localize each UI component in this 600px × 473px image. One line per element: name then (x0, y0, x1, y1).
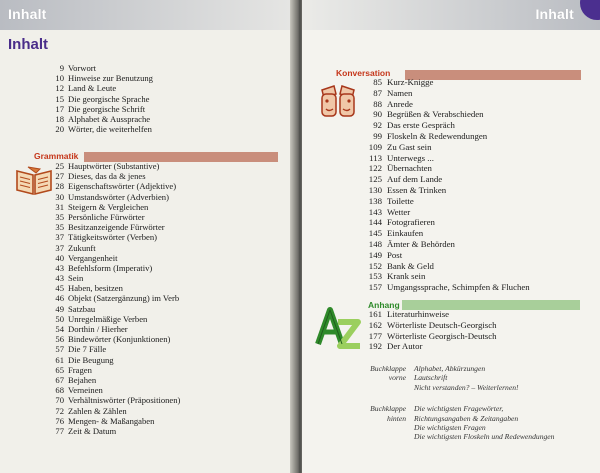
toc-page-number: 20 (55, 124, 64, 135)
toc-page-number: 77 (55, 425, 64, 436)
toc-entry-title: Sein (68, 273, 84, 284)
toc-entry-title: Literaturhinweise (387, 309, 450, 319)
toc-entry-title: Essen & Trinken (387, 184, 447, 195)
toc-entry (42, 124, 153, 134)
toc-page-number: 31 (55, 201, 64, 212)
toc-entry (352, 153, 530, 164)
toc-entry (42, 334, 180, 344)
toc-page-number: 72 (55, 405, 64, 416)
toc-page-number: 28 (55, 181, 64, 192)
toc-page-number: 30 (55, 191, 64, 202)
toc-page-number: 35 (55, 222, 64, 233)
toc-page-number: 109 (368, 141, 382, 152)
toc-entry (42, 355, 180, 365)
toc-entry (352, 331, 497, 342)
page-title: Inhalt (8, 36, 48, 53)
toc-entry-title: Dorthin / Hierher (68, 324, 128, 334)
buchklappe-notes (346, 364, 554, 446)
toc-entry (352, 88, 530, 99)
intro-list (42, 63, 153, 134)
toc-page-number: 192 (368, 341, 382, 352)
toc-entry (42, 385, 180, 395)
left-page (0, 0, 296, 473)
toc-entry-title: Übernachten (387, 163, 432, 174)
toc-page-number: 90 (373, 109, 382, 120)
toc-page-number: 70 (55, 395, 64, 406)
toc-entry (42, 273, 180, 283)
toc-entry-title: Zeit & Datum (68, 425, 117, 436)
toc-entry (42, 304, 180, 314)
toc-page-number: 161 (368, 309, 382, 319)
toc-entry (352, 174, 530, 185)
toc-entry-title: Das erste Gespräch (387, 120, 455, 131)
toc-entry-title: Bindewörter (Konjunktionen) (68, 334, 171, 345)
toc-entry (42, 365, 180, 375)
toc-entry-title: Steigern & Vergleichen (68, 201, 149, 212)
toc-entry-title: Hauptwörter (Substantive) (68, 161, 160, 171)
toc-page-number: 162 (368, 319, 382, 330)
buchklappe-back-key-2: hinten (387, 413, 406, 423)
toc-page-number: 50 (55, 313, 64, 324)
toc-page-number: 46 (55, 293, 64, 304)
toc-page-number: 49 (55, 303, 64, 314)
toc-page-number: 57 (55, 344, 64, 355)
toc-entry (42, 375, 180, 385)
toc-page-number: 130 (368, 184, 382, 195)
toc-entry (352, 109, 530, 120)
toc-entry-title: Besitzanzeigende Fürwörter (68, 222, 165, 233)
toc-page-number: 152 (368, 260, 382, 271)
toc-entry-title: Verneinen (68, 385, 103, 396)
toc-entry (42, 344, 180, 354)
buchklappe-front-item: Lautschrift (414, 373, 448, 383)
toc-page-number: 143 (368, 206, 382, 217)
toc-entry-title: Bank & Geld (387, 260, 434, 271)
toc-entry-title: Satzbau (68, 303, 96, 314)
toc-entry-title: Alphabet & Aussprache (68, 113, 151, 124)
toc-page-number: 177 (368, 330, 382, 341)
toc-page-number: 61 (55, 354, 64, 365)
buchklappe-back-key-1: Buchklappe (370, 404, 406, 414)
toc-entry-title: Begrüßen & Verabschieden (387, 109, 484, 120)
toc-entry-title: Zahlen & Zählen (68, 405, 127, 416)
toc-entry (352, 239, 530, 250)
toc-page-number: 17 (55, 103, 64, 114)
toc-entry (42, 263, 180, 273)
toc-entry-title: Wörterliste Georgisch-Deutsch (387, 330, 497, 341)
toc-entry-title: Ämter & Behörden (387, 238, 455, 249)
toc-page-number: 138 (368, 195, 382, 206)
toc-entry-title: Floskeln & Redewendungen (387, 130, 488, 141)
toc-entry-title: Eigenschaftswörter (Adjektive) (68, 181, 177, 192)
toc-entry-title: Die 7 Fälle (68, 344, 107, 355)
toc-entry (42, 104, 153, 114)
toc-entry (352, 185, 530, 196)
toc-page-number: 37 (55, 232, 64, 243)
toc-entry (42, 212, 180, 222)
toc-entry (42, 232, 180, 242)
buchklappe-back-item: Richtungsangaben & Zeitangaben (414, 413, 519, 423)
toc-entry (352, 309, 497, 320)
toc-entry (42, 253, 180, 263)
toc-entry (352, 120, 530, 131)
toc-page-number: 149 (368, 249, 382, 260)
toc-entry (352, 271, 530, 282)
toc-entry-title: Zu Gast sein (387, 141, 432, 152)
toc-page-number: 92 (373, 120, 382, 131)
toc-entry-title: Vorwort (68, 63, 97, 73)
toc-entry (42, 293, 180, 303)
right-page (302, 0, 600, 473)
toc-page-number: 45 (55, 283, 64, 294)
toc-page-number: 113 (369, 152, 382, 163)
toc-entry (42, 395, 180, 405)
toc-page-number: 25 (55, 161, 64, 171)
buchklappe-front (346, 364, 554, 392)
toc-entry (42, 171, 180, 181)
toc-entry-title: Namen (387, 87, 413, 98)
toc-entry-title: Bejahen (68, 374, 97, 385)
buchklappe-front-key-2: vorne (388, 373, 406, 383)
toc-page-number: 43 (55, 273, 64, 284)
toc-entry (352, 77, 530, 88)
toc-page-number: 153 (368, 271, 382, 282)
toc-entry (42, 324, 180, 334)
konversation-list (352, 77, 530, 293)
toc-entry (42, 73, 153, 83)
toc-entry-title: Zukunft (68, 242, 96, 253)
toc-page-number: 10 (55, 73, 64, 84)
grammatik-label: Grammatik (34, 151, 79, 161)
toc-entry-title: Objekt (Satzergänzung) im Verb (68, 293, 180, 304)
toc-entry (42, 222, 180, 232)
toc-page-number: 145 (368, 228, 382, 239)
toc-entry-title: Wörter, die weiterhelfen (68, 124, 152, 135)
toc-page-number: 27 (55, 171, 64, 182)
toc-page-number: 40 (55, 252, 64, 263)
toc-entry (352, 341, 497, 352)
toc-entry (42, 161, 180, 171)
toc-page-number: 88 (373, 98, 382, 109)
toc-page-number: 87 (373, 87, 382, 98)
toc-page-number: 148 (368, 238, 382, 249)
toc-entry-title: Die georgische Schrift (68, 103, 146, 114)
toc-entry (42, 416, 180, 426)
toc-entry-title: Einkaufen (387, 228, 424, 239)
toc-entry-title: Unregelmäßige Verben (68, 313, 148, 324)
toc-page-number: 99 (373, 130, 382, 141)
toc-entry-title: Die georgische Sprache (68, 93, 150, 104)
toc-entry-title: Umstandswörter (Adverbien) (68, 191, 169, 202)
toc-entry (42, 114, 153, 124)
toc-entry-title: Unterwegs ... (387, 152, 434, 163)
toc-entry-title: Mengen- & Maßangaben (68, 415, 155, 426)
toc-entry-title: Auf dem Lande (387, 174, 443, 185)
buchklappe-back-item: Die wichtigsten Fragen (414, 423, 486, 433)
buchklappe-front-item: Nicht verstanden? – Weiterlernen! (414, 382, 519, 392)
toc-entry (352, 142, 530, 153)
toc-page-number: 68 (55, 385, 64, 396)
toc-entry (352, 131, 530, 142)
toc-entry (42, 314, 180, 324)
toc-entry (352, 207, 530, 218)
toc-page-number: 125 (368, 174, 382, 185)
toc-page-number: 43 (55, 262, 64, 273)
toc-entry (352, 320, 497, 331)
toc-entry (42, 83, 153, 93)
toc-entry (42, 283, 180, 293)
toc-entry-title: Befehlsform (Imperativ) (68, 262, 153, 273)
toc-entry-title: Persönliche Fürwörter (68, 211, 145, 222)
toc-entry-title: Wetter (387, 206, 411, 217)
anhang-list (352, 309, 497, 352)
toc-page-number: 37 (55, 242, 64, 253)
toc-page-number: 144 (368, 217, 382, 228)
toc-page-number: 76 (55, 415, 64, 426)
toc-entry-title: Umgangssprache, Schimpfen & Fluchen (387, 282, 530, 293)
toc-entry-title: Fotografieren (387, 217, 435, 228)
buchklappe-back-item: Die wichtigsten Floskeln und Redewendungen (414, 432, 555, 442)
toc-entry-title: Tätigkeitswörter (Verben) (68, 232, 158, 243)
toc-page-number: 65 (55, 364, 64, 375)
anhang-label: Anhang (368, 300, 400, 310)
toc-entry (42, 202, 180, 212)
toc-entry-title: Land & Leute (68, 83, 117, 94)
toc-entry (42, 181, 180, 191)
toc-entry (352, 99, 530, 110)
toc-entry-title: Kurz-Knigge (387, 77, 434, 87)
toc-entry (352, 261, 530, 272)
toc-page-number: 56 (55, 334, 64, 345)
toc-page-number: 122 (368, 163, 382, 174)
toc-entry (352, 228, 530, 239)
toc-page-number: 85 (373, 77, 382, 87)
buchklappe-back-item: Die wichtigsten Fragewörter, (414, 404, 504, 414)
toc-entry-title: Post (387, 249, 403, 260)
konversation-label: Konversation (336, 68, 391, 78)
toc-page-number: 35 (55, 211, 64, 222)
toc-page-number: 9 (59, 63, 64, 73)
toc-entry (352, 250, 530, 261)
left-header-word: Inhalt (8, 6, 47, 22)
toc-entry (42, 243, 180, 253)
toc-entry-title: Wörterliste Deutsch-Georgisch (387, 319, 497, 330)
toc-entry-title: Fragen (68, 364, 92, 375)
toc-entry-title: Anrede (387, 98, 413, 109)
toc-entry-title: Vergangenheit (68, 252, 118, 263)
buchklappe-front-item: Alphabet, Abkürzungen (414, 364, 486, 373)
toc-entry (42, 406, 180, 416)
toc-entry-title: Der Autor (387, 341, 423, 352)
toc-entry-title: Dieses, das da & jenes (68, 171, 146, 182)
toc-entry-title: Krank sein (387, 271, 426, 282)
toc-page-number: 12 (55, 83, 64, 94)
toc-entry (352, 163, 530, 174)
toc-page-number: 67 (55, 374, 64, 385)
toc-page-number: 157 (368, 282, 382, 293)
buchklappe-front-key-1: Buchklappe (370, 364, 406, 373)
toc-entry (42, 192, 180, 202)
toc-entry (352, 217, 530, 228)
toc-entry (42, 94, 153, 104)
toc-entry-title: Hinweise zur Benutzung (68, 73, 153, 84)
right-header-word: Inhalt (535, 6, 574, 22)
toc-entry (352, 196, 530, 207)
toc-entry (42, 426, 180, 436)
toc-page-number: 54 (55, 324, 64, 334)
toc-page-number: 15 (55, 93, 64, 104)
toc-entry-title: Verhältniswörter (Präpositionen) (68, 395, 181, 406)
toc-page-number: 18 (55, 113, 64, 124)
grammatik-list (42, 161, 180, 436)
toc-entry (42, 63, 153, 73)
toc-entry (352, 282, 530, 293)
toc-entry-title: Toilette (387, 195, 414, 206)
buchklappe-back (346, 404, 554, 442)
toc-entry-title: Haben, besitzen (68, 283, 123, 294)
toc-entry-title: Die Beugung (68, 354, 114, 365)
